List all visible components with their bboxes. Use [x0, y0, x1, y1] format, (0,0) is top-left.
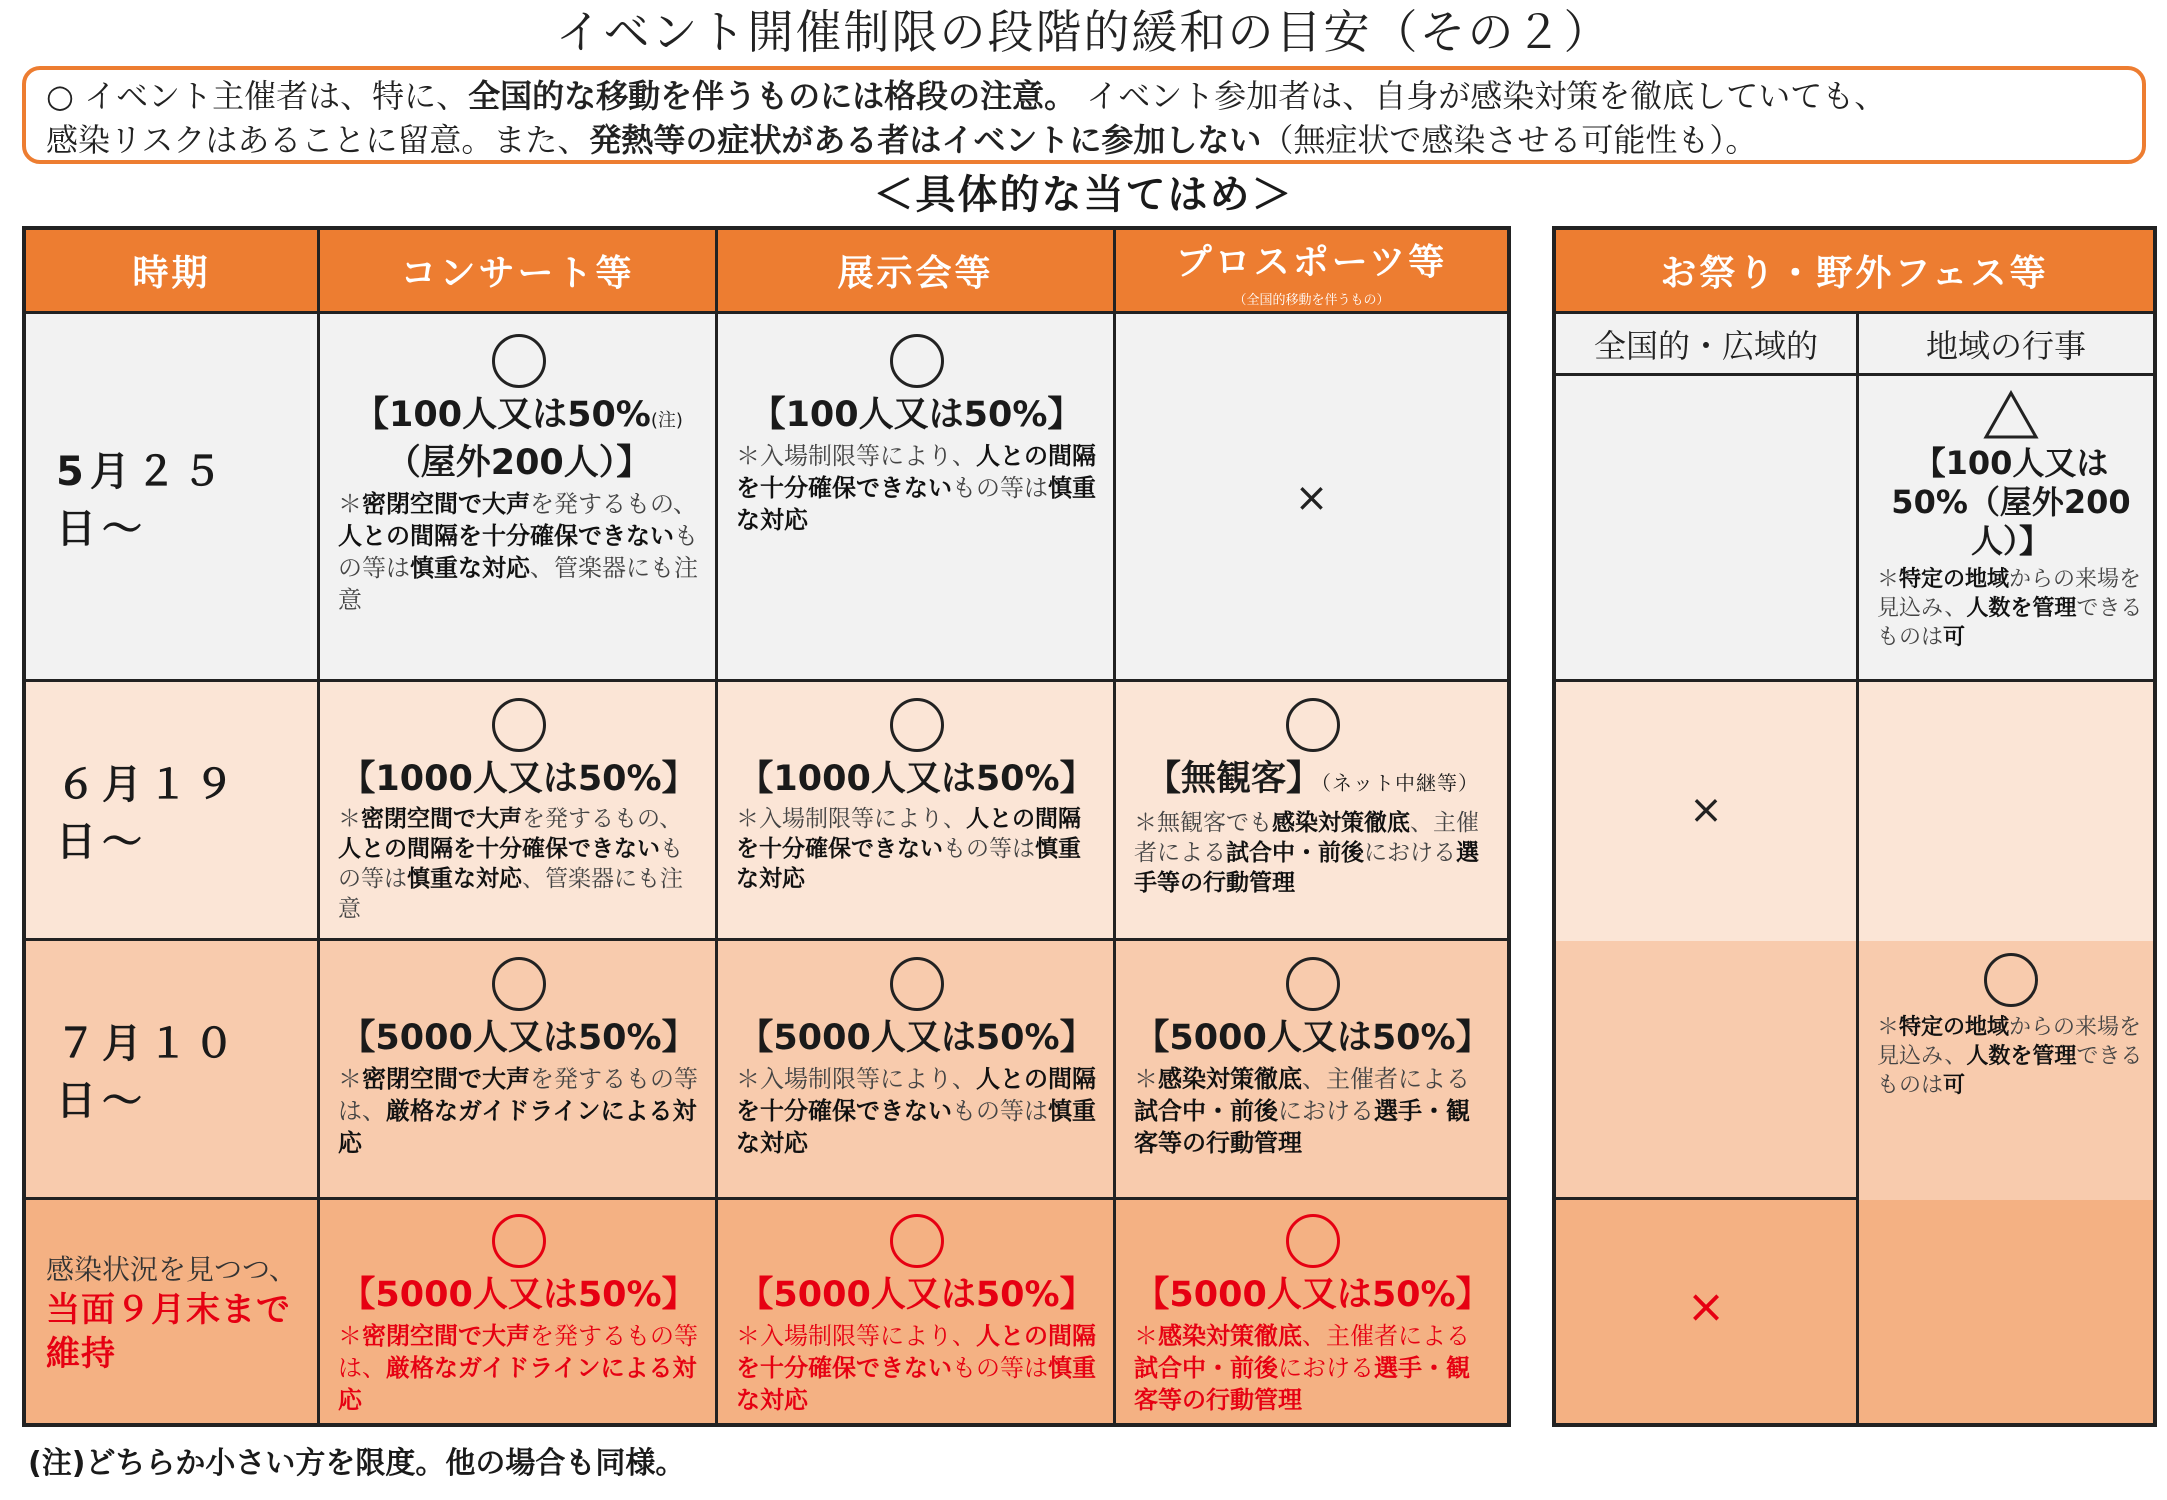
note-plain: を発するもの等は、	[338, 1065, 698, 1125]
note-emphasis: 人との間隔を十分確保できない	[736, 1065, 1096, 1125]
capacity-label: 【5000人又は50%】	[1134, 1018, 1491, 1058]
prosports-cell-3	[1116, 941, 1507, 1200]
exhibition-cell-3	[718, 941, 1116, 1200]
concert-cell-2	[320, 682, 718, 941]
note-emphasis: 慎重な対応	[407, 866, 522, 892]
capacity-text: 【100人又は50%	[354, 395, 651, 435]
subheader-national	[1556, 314, 1859, 376]
header-label: 展示会等	[837, 253, 994, 294]
circle-mark-icon	[1984, 953, 2038, 1007]
notice-line-1	[46, 74, 2122, 118]
note-emphasis: 密閉空間で大声	[362, 1322, 530, 1350]
note-emphasis: 試合中・前後	[1134, 1097, 1278, 1125]
exhibition-cell-1	[718, 314, 1116, 682]
concert-cell-1	[320, 314, 718, 682]
main-table	[22, 226, 1511, 1427]
note-emphasis: 慎重な対応	[410, 554, 530, 582]
capacity-label	[338, 394, 699, 442]
note-text	[736, 1063, 1097, 1159]
note-emphasis: 厳格なガイドラインによる対応	[338, 1354, 697, 1414]
header-exhibition	[718, 230, 1116, 314]
note-emphasis: 可	[1943, 625, 1966, 650]
note-plain: ＊	[1134, 1065, 1158, 1093]
note-plain: 、主催者による	[1302, 1065, 1470, 1093]
exhibition-cell-2	[718, 682, 1116, 941]
prosports-cell-2	[1116, 682, 1507, 941]
exhibition-cell-4	[718, 1200, 1116, 1423]
capacity-label: 【5000人又は50%】	[340, 1018, 697, 1058]
note-plain: ＊入場制限等により、	[736, 1065, 976, 1093]
note-plain: 、管楽器にも注意	[338, 866, 683, 922]
capacity-label: 【1000人又は50%】	[340, 759, 697, 799]
concert-cell-3	[320, 941, 718, 1200]
header-label: お祭り・野外フェス等	[1660, 253, 2049, 294]
note-plain: ＊	[1134, 1322, 1158, 1350]
capacity-subnote: （ネット中継等）	[1321, 771, 1479, 795]
subheader-label: 全国的・広域的	[1593, 326, 1818, 365]
period-cell-3	[26, 941, 320, 1200]
period-label: 5月２５日〜	[56, 448, 228, 552]
note-plain: ＊入場制限等により、	[736, 806, 966, 832]
fest-national-cell-2	[1556, 682, 1859, 941]
period-emphasis: 当面９月末まで	[46, 1289, 291, 1330]
subheader-local	[1859, 314, 2153, 376]
header-label: コンサート等	[400, 253, 635, 294]
concert-cell-4	[320, 1200, 718, 1423]
note-emphasis: 慎重な対応	[736, 1097, 1096, 1157]
fest-national-cell-3	[1556, 941, 1859, 1200]
prosports-cell-4	[1116, 1200, 1507, 1423]
note-plain: ＊	[1877, 1015, 1900, 1040]
notice-box	[22, 66, 2146, 164]
note-plain: もの等は	[952, 1354, 1048, 1382]
circle-mark-icon	[1286, 1214, 1340, 1268]
header-concert	[320, 230, 718, 314]
note-text	[338, 488, 699, 616]
note-plain: からの来場を見込み、	[1877, 567, 2142, 621]
note-emphasis: 人との間隔を十分確保できない	[338, 522, 674, 550]
note-plain: 、管楽器にも注意	[338, 554, 698, 614]
header-period	[26, 230, 320, 314]
note-emphasis: 人数を管理	[1966, 596, 2077, 621]
header-festival	[1556, 230, 2153, 314]
notice-emphasis: 全国的な移動を伴うものには格段の注意。	[468, 77, 1077, 115]
note-emphasis: 慎重な対応	[736, 474, 1096, 534]
circle-mark-icon	[890, 334, 944, 388]
fest-local-cell-3	[1859, 941, 2153, 1200]
section-subtitle: ＜具体的な当てはめ＞	[873, 172, 1294, 218]
capacity-label: 【5000人又は50%】	[738, 1018, 1095, 1058]
header-label: プロスポーツ等	[1175, 241, 1448, 283]
period-emphasis: 維持	[46, 1333, 116, 1374]
footnote: (注)どちらか小さい方を限度。他の場合も同様。	[28, 1446, 686, 1481]
note-text	[1134, 1063, 1491, 1159]
note-plain: ＊入場制限等により、	[736, 1322, 976, 1350]
capacity-label: 【100人又は50%】	[750, 395, 1083, 435]
circle-mark-icon	[1286, 957, 1340, 1011]
note-plain: もの等は	[943, 836, 1035, 862]
capacity-label: 【5000人又は50%】	[738, 1275, 1095, 1315]
note-emphasis: 慎重な対応	[736, 836, 1081, 892]
note-plain: もの等は	[952, 1097, 1048, 1125]
note-emphasis: 試合中・前後	[1134, 1354, 1278, 1382]
fest-local-cell-1	[1859, 376, 2153, 682]
fest-local-cell-4	[1859, 1200, 2153, 1423]
note-emphasis: 厳格なガイドラインによる対応	[338, 1097, 697, 1157]
note-emphasis: 感染対策徹底	[1158, 1065, 1302, 1093]
capacity-label: 【100人又は50%（屋外200人）】	[1891, 444, 2131, 560]
note-text	[1134, 808, 1491, 898]
period-cell-1	[26, 314, 320, 682]
note-emphasis: 密閉空間で大声	[362, 490, 530, 518]
footnote-ref: (注)	[650, 410, 683, 431]
note-plain: 、主催者による	[1134, 810, 1479, 866]
note-emphasis: 可	[1943, 1073, 1966, 1098]
note-text	[1134, 1320, 1491, 1416]
note-emphasis: 人との間隔を十分確保できない	[736, 806, 1081, 862]
note-plain: ＊	[338, 1322, 362, 1350]
note-emphasis: 人との間隔を十分確保できない	[338, 836, 660, 862]
note-plain: ＊無観客でも	[1134, 810, 1272, 836]
subheader-label: 地域の行事	[1925, 326, 2086, 365]
note-emphasis: 特定の地域	[1899, 567, 2010, 592]
circle-mark-icon	[890, 1214, 944, 1268]
capacity-text: 【無観客】	[1145, 759, 1321, 799]
header-note: （全国的移動を伴うもの）	[1233, 292, 1390, 308]
notice-text: ○ イベント主催者は、特に、	[46, 77, 469, 115]
note-emphasis: 選手等の行動管理	[1134, 840, 1479, 896]
notice-text: 感染リスクはあることに留意。また、	[46, 121, 590, 159]
note-plain: 、主催者による	[1302, 1322, 1470, 1350]
note-plain: できるものは	[1877, 596, 2143, 650]
triangle-mark-icon	[1983, 390, 2039, 440]
note-plain: ＊	[338, 490, 362, 518]
note-text	[736, 1320, 1097, 1416]
header-label: 時期	[132, 253, 211, 294]
fest-national-cell-1	[1556, 376, 1859, 682]
note-emphasis: 人数を管理	[1966, 1044, 2077, 1069]
capacity-outdoor: （屋外200人）】	[385, 443, 652, 483]
note-emphasis: 人との間隔を十分確保できない	[736, 442, 1096, 502]
note-plain: ＊	[338, 806, 361, 832]
note-emphasis: 選手・観客等の行動管理	[1134, 1354, 1470, 1414]
capacity-label: 【5000人又は50%】	[1134, 1275, 1491, 1315]
note-emphasis: 人との間隔を十分確保できない	[736, 1322, 1096, 1382]
circle-mark-icon	[492, 698, 546, 752]
fest-national-cell-4	[1556, 1200, 1859, 1423]
note-text	[338, 1063, 699, 1159]
note-emphasis: 密閉空間で大声	[362, 1065, 530, 1093]
cross-mark-icon: ×	[1294, 475, 1329, 521]
circle-mark-icon	[492, 1214, 546, 1268]
period-cell-2	[26, 682, 320, 941]
notice-emphasis: 発熱等の症状がある者はイベントに参加しない	[589, 121, 1262, 159]
note-plain: ＊入場制限等により、	[736, 442, 976, 470]
circle-mark-icon	[492, 334, 546, 388]
note-emphasis: 感染対策徹底	[1158, 1322, 1302, 1350]
prosports-cell-1	[1116, 314, 1507, 682]
note-plain: における	[1278, 1354, 1374, 1382]
notice-text: イベント参加者は、自身が感染対策を徹底していても、	[1076, 77, 1887, 115]
note-plain: もの等は	[338, 522, 698, 582]
notice-text: （無症状で感染させる可能性も）。	[1261, 121, 1758, 159]
capacity-label: 【1000人又は50%】	[738, 759, 1095, 799]
note-emphasis: 慎重な対応	[736, 1354, 1096, 1414]
cross-mark-icon: ×	[1686, 1279, 1726, 1333]
period-note: 感染状況を見つつ、	[46, 1252, 297, 1286]
circle-mark-icon	[492, 957, 546, 1011]
note-plain: を発するもの、	[522, 806, 683, 832]
note-plain: における	[1364, 840, 1456, 866]
page-title: イベント開催制限の段階的緩和の目安（その２）	[555, 5, 1612, 59]
period-label: ７月１０日〜	[56, 1021, 240, 1124]
note-plain: における	[1278, 1097, 1374, 1125]
note-text	[338, 804, 699, 924]
note-emphasis: 選手・観客等の行動管理	[1134, 1097, 1470, 1157]
note-plain: できるものは	[1877, 1044, 2143, 1098]
capacity-label	[1134, 758, 1491, 804]
note-emphasis: 密閉空間で大声	[361, 806, 522, 832]
note-emphasis: 試合中・前後	[1226, 840, 1364, 866]
capacity-label: 【5000人又は50%】	[340, 1275, 697, 1315]
cross-mark-icon: ×	[1689, 787, 1723, 833]
note-text	[1877, 565, 2145, 652]
festival-table	[1552, 226, 2157, 1427]
note-plain: を発するもの、	[530, 490, 698, 518]
notice-line-2	[46, 118, 2122, 162]
header-prosports	[1116, 230, 1507, 314]
note-text	[338, 1320, 699, 1416]
note-plain: ＊	[1877, 567, 1900, 592]
note-plain: もの等は	[952, 474, 1048, 502]
note-emphasis: 感染対策徹底	[1272, 810, 1410, 836]
note-emphasis: 特定の地域	[1899, 1015, 2010, 1040]
note-plain: からの来場を見込み、	[1877, 1015, 2142, 1069]
note-plain: もの等は	[338, 836, 683, 892]
period-cell-4	[26, 1200, 320, 1423]
circle-mark-icon	[890, 698, 944, 752]
circle-mark-icon	[1286, 698, 1340, 752]
fest-local-cell-2	[1859, 682, 2153, 941]
note-plain: ＊	[338, 1065, 362, 1093]
circle-mark-icon	[890, 957, 944, 1011]
note-text	[736, 804, 1097, 894]
note-text	[736, 440, 1097, 536]
period-label: ６月１９日〜	[56, 762, 240, 865]
note-plain: を発するもの等は、	[338, 1322, 698, 1382]
note-text	[1877, 1013, 2145, 1100]
